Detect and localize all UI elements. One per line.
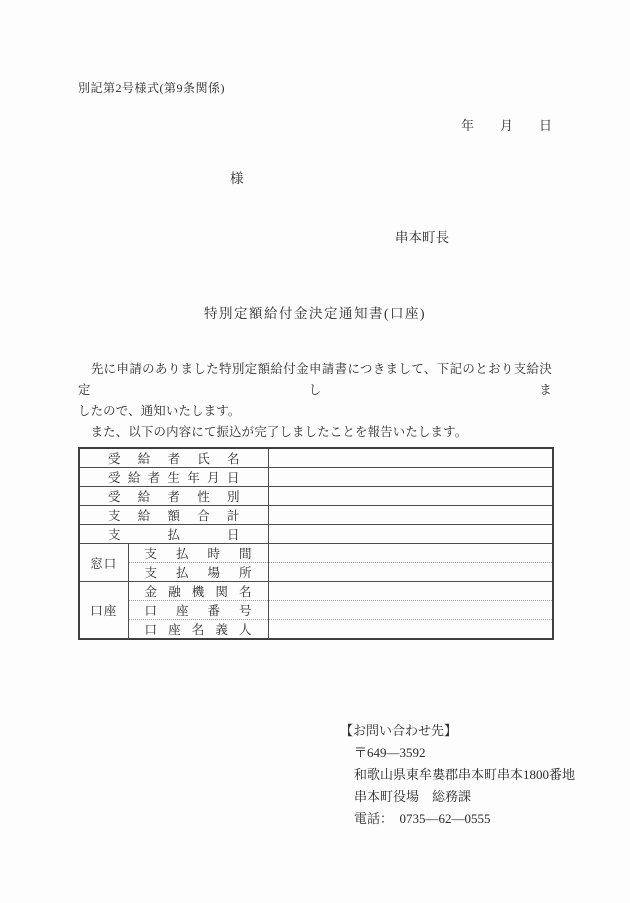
group-cell-window: 窓口 <box>79 544 128 582</box>
contact-block <box>340 720 575 830</box>
date-line: 年 月 日 <box>460 118 552 133</box>
table-row <box>79 601 553 620</box>
table-label-cell: 受給者氏名 <box>79 448 268 468</box>
table-label-cell: 口座名義人 <box>128 620 268 640</box>
table-value-cell <box>268 506 553 525</box>
table-row <box>79 487 553 506</box>
contact-office: 串本町役場 総務課 <box>354 789 472 804</box>
contact-address: 和歌山県東牟婁郡串本町串本1800番地 <box>354 767 576 782</box>
sender-title: 串本町長 <box>395 230 449 245</box>
table-row <box>79 563 553 582</box>
contact-postal-code: 〒649―3592 <box>354 745 426 760</box>
body-line: したので、通知いたします。 <box>78 404 241 418</box>
table-value-cell <box>268 525 553 544</box>
body-line: また、以下の内容にて振込が完了しましたことを報告いたします。 <box>78 425 468 439</box>
table-label-cell: 支給額合計 <box>79 506 268 525</box>
table-label-cell: 支払場所 <box>128 563 268 582</box>
table-row <box>79 525 553 544</box>
form-number: 別記第2号様式(第9条関係) <box>78 81 225 95</box>
table-label-cell: 口座番号 <box>128 601 268 620</box>
body-line: 先に申請のありました特別定額給付金申請書につきまして、下記のとおり支給決定しま <box>78 362 552 397</box>
table-value-cell <box>268 620 553 640</box>
table-value-cell <box>268 563 553 582</box>
table-value-cell <box>268 601 553 620</box>
table-value-cell <box>268 487 553 506</box>
table-row <box>79 620 553 640</box>
table-label-cell: 支払日 <box>79 525 268 544</box>
group-cell-account: 口座 <box>79 582 128 640</box>
table-row <box>79 448 553 468</box>
table-row <box>79 544 553 563</box>
contact-heading: 【お問い合わせ先】 <box>340 723 458 738</box>
table-value-cell <box>268 582 553 601</box>
payment-table <box>78 447 554 640</box>
table-value-cell <box>268 448 553 468</box>
body-paragraph <box>78 359 552 443</box>
contact-phone: 電話： 0735―62―0555 <box>354 811 491 826</box>
table-value-cell <box>268 468 553 487</box>
table-row <box>79 506 553 525</box>
table-value-cell <box>268 544 553 563</box>
addressee-suffix: 様 <box>230 171 244 186</box>
table-label-cell: 支払時間 <box>128 544 268 563</box>
table-label-cell: 受給者生年月日 <box>79 468 268 487</box>
table-label-cell: 受給者性別 <box>79 487 268 506</box>
document-title: 特別定額給付金決定通知書(口座) <box>204 306 426 321</box>
table-row <box>79 468 553 487</box>
table-label-cell: 金融機関名 <box>128 582 268 601</box>
table-row <box>79 582 553 601</box>
